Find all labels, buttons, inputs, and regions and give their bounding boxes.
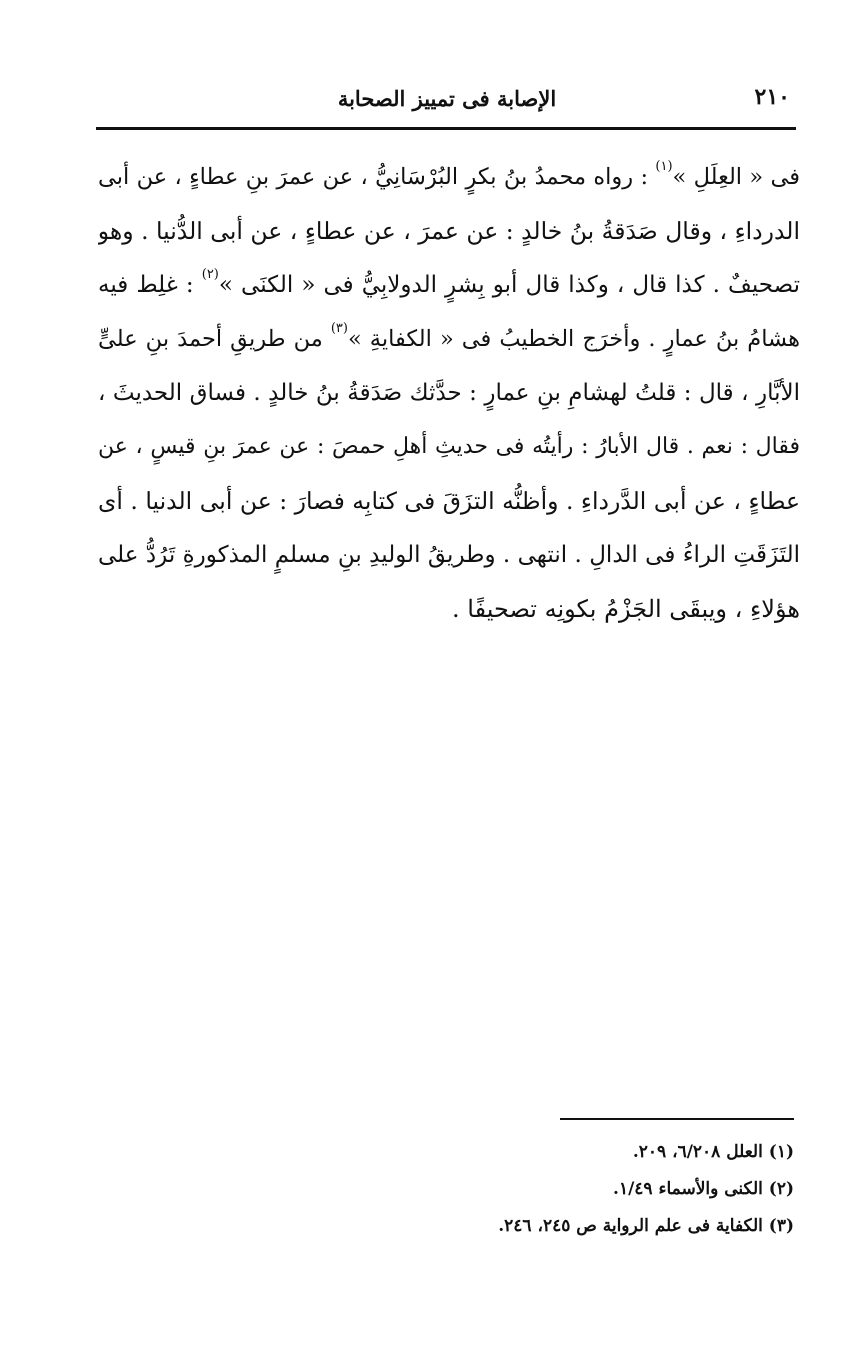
footnote-reference: (٣) [330, 321, 348, 336]
footnote-rule [560, 1118, 794, 1120]
text-line: فى « العِلَلِ »$^{(١)}$ : رواه محمدُ بنُ بكرٍ البُرْسَانِيُّ ، عن عمرَ بنِ عطاءٍ ، عن أبى [98, 159, 800, 190]
main-text [98, 150, 800, 636]
page-number: ٢١٠ [754, 84, 790, 110]
footnote: (١) العلل ٦/٢٠٨، ٢٠٩. [632, 1142, 794, 1162]
text-line: التَزَقَتِ الراءُ فى الدالِ . انتهى . وطريقُ الوليدِ بنِ مسلمٍ المذكورةِ تَرُدُّ على [98, 542, 800, 568]
text-line: هشامُ بنُ عمارٍ . وأخرَج الخطيبُ فى « الكفايةِ »$^{(٣)}$ من طريقِ أحمدَ بنِ علىٍّ [98, 321, 800, 352]
header-rule [96, 127, 796, 130]
page-header [96, 80, 798, 120]
text-line: الدرداءِ ، وقال صَدَقةُ بنُ خالدٍ : عن عمرَ ، عن عطاءٍ ، عن أبى الدُّنيا . وهو [98, 217, 800, 245]
text-line: عطاءٍ ، عن أبى الدَّرداءِ . وأظنُّه التزَقَ فى كتابِه فصارَ : عن أبى الدنيا . أى [98, 487, 800, 515]
footnote: (٣) الكفاية فى علم الرواية ص ٢٤٥، ٢٤٦. [498, 1216, 794, 1236]
footnote: (٢) الكنى والأسماء ١/٤٩. [613, 1179, 794, 1199]
text-line: تصحيفٌ . كذا قال ، وكذا قال أبو بِشرٍ الدولابِيُّ فى « الكنَى »$^{(٢)}$ : غلِط فيه [98, 267, 800, 298]
running-title: الإصابة فى تمييز الصحابة [337, 86, 557, 111]
footnotes [300, 1134, 794, 1245]
text-line: فقال : نعم . قال الأبارُ : رأيتُه فى حديثِ أهلِ حمصَ : عن عمرَ بنِ قيسٍ ، عن [98, 434, 800, 459]
footnote-reference: (١) [655, 159, 673, 174]
text-line: هؤلاءِ ، ويبقَى الجَزْمُ بكونِه تصحيفًا . [452, 595, 800, 623]
text-line: الأبَّارِ ، قال : قلتُ لهشامِ بنِ عمارٍ : حدَّثك صَدَقةُ بنُ خالدٍ . فساق الحديثَ ، [98, 380, 800, 406]
footnote-reference: (٢) [201, 267, 219, 282]
